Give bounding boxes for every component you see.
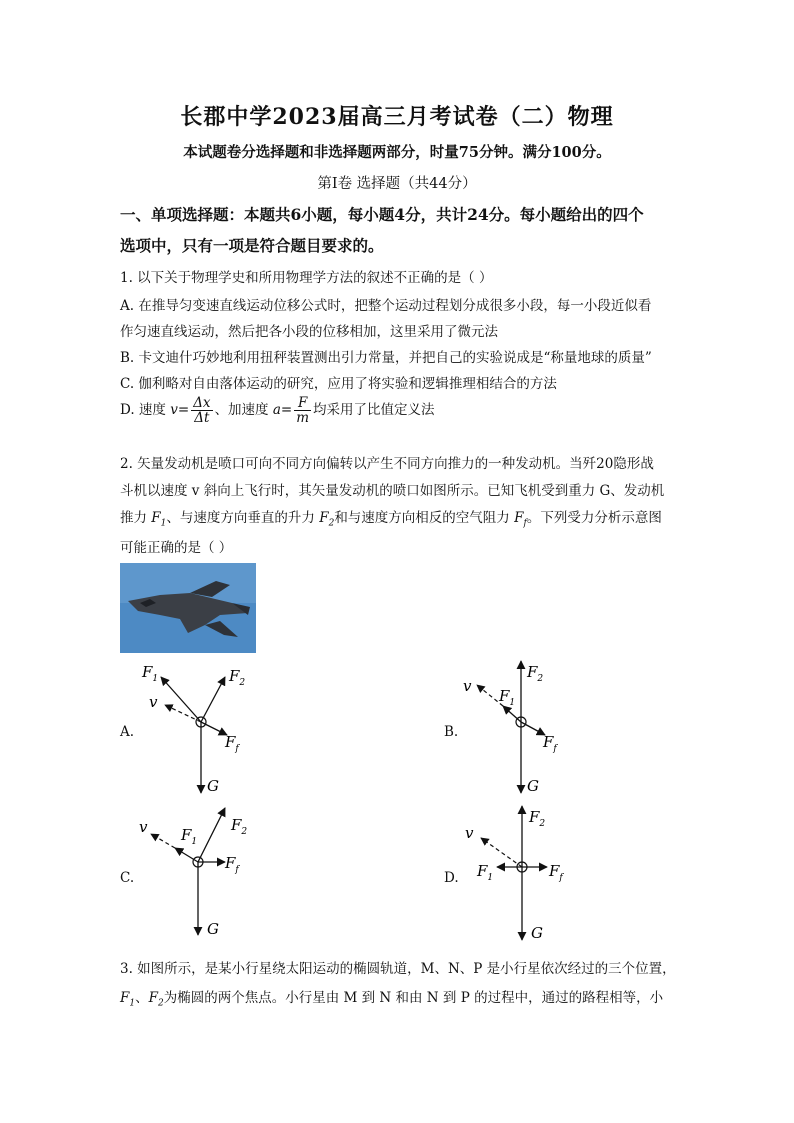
q1-d-prefix: D. 速度 (120, 402, 166, 419)
q2-option-c-label: C. (120, 870, 135, 886)
q3-line2: $F_1$、$F_2$为椭圆的两个焦点。小行星由 M 到 N 和由 N 到 P 的过程中，通过的路程相等，小 (120, 990, 664, 1009)
q2-line3-a: 推力 (120, 510, 147, 526)
svg-text:F1: $F_1$ (499, 687, 516, 708)
q1-d-suffix: 均采用了比值定义法 (313, 402, 435, 419)
q2-f1: $F_1$ (151, 510, 167, 529)
q1-d-num1: Δx (193, 395, 211, 411)
svg-text:F2: $F_2$ (529, 808, 546, 829)
svg-text:Ff: $F_f$ (225, 733, 239, 754)
force-diagram-b (455, 655, 595, 800)
q2-option-b-label: B. (444, 724, 459, 740)
svg-text:Ff: $F_f$ (549, 862, 563, 883)
q2-line3-b: 、与速度方向垂直的升力 (166, 510, 315, 526)
q1-d-v: v (170, 402, 178, 419)
q1-d-num2: F (294, 396, 311, 411)
q1-d-den2: m (296, 410, 310, 427)
q1-option-b: B. 卡文迪什巧妙地利用扭秤装置测出引力常量，并把自己的实验说成是“称量地球的质量” (120, 350, 652, 366)
q1-option-c: C. 伽利略对自由落体运动的研究，应用了将实验和逻辑推理相结合的方法 (120, 376, 557, 392)
q2-ff: $F_f$ (514, 510, 527, 529)
q3-f1: $F_1$ (120, 990, 136, 1009)
svg-text:G: G (207, 777, 219, 795)
svg-text:v: v (465, 824, 474, 842)
svg-text:G: G (207, 920, 219, 938)
svg-text:F1: $F_1$ (181, 826, 198, 847)
force-diagram-a (135, 655, 275, 800)
q1-option-a-line2: 作匀速直线运动，然后把各小段的位移相加，这里采用了微元法 (120, 324, 498, 340)
q2-f2: $F_2$ (319, 510, 335, 529)
force-diagram-d (455, 800, 595, 945)
q2-option-a-label: A. (120, 724, 135, 740)
q2-line3-d: 。下列受力分析示意图 (526, 510, 662, 526)
section-heading-line2: 选项中，只有一项是符合题目要求的。 (120, 236, 384, 255)
svg-text:v: v (463, 677, 472, 695)
q3-line2-text: 为椭圆的两个焦点。小行星由 M 到 N 和由 N 到 P 的过程中，通过的路程相等，小 (163, 990, 664, 1006)
svg-text:F2: $F_2$ (527, 663, 544, 684)
exam-instructions: 本试题卷分选择题和非选择题两部分，时量75分钟。满分100分。 (183, 144, 611, 161)
svg-text:Ff: $F_f$ (225, 854, 239, 875)
q1-d-frac-accel (294, 396, 311, 425)
part-title: 第Ⅰ卷 选择题（共44分） (317, 176, 477, 192)
q1-d-a: a (272, 402, 281, 419)
svg-text:G: G (527, 777, 539, 795)
svg-text:G: G (531, 924, 543, 942)
q1-d-frac-velocity (191, 396, 212, 425)
q2-line1: 2. 矢量发动机是喷口可向不同方向偏转以产生不同方向推力的一种发动机。当歼20隐形战 (120, 456, 654, 472)
svg-text:v: v (139, 818, 148, 836)
section-heading-line1: 一、单项选择题：本题共6小题，每小题4分，共计24分。每小题给出的四个 (120, 205, 644, 224)
q2-line2: 斗机以速度 v 斜向上飞行时，其矢量发动机的喷口如图所示。已知飞机受到重力 G、发动机 (120, 483, 665, 499)
fighter-jet-photo (120, 563, 256, 653)
q1-d-den1: Δt (194, 410, 210, 427)
force-diagram-c (135, 800, 275, 945)
page-title: 长郡中学2023届高三月考试卷（二）物理 (180, 104, 614, 130)
svg-text:F1: $F_1$ (142, 663, 159, 684)
q3-f2: $F_2$ (148, 990, 164, 1009)
q3-line1: 3. 如图所示，是某小行星绕太阳运动的椭圆轨道，M、N、P 是小行星依次经过的三个位置， (120, 961, 676, 977)
svg-text:v: v (149, 693, 158, 711)
q1-stem: 1. 以下关于物理学史和所用物理学方法的叙述不正确的是（ ） (120, 270, 493, 286)
q2-option-d-label: D. (444, 870, 459, 886)
svg-text:Ff: $F_f$ (543, 733, 557, 754)
q1-d-eq2: = (280, 402, 293, 419)
q1-d-eq1: = (177, 402, 190, 419)
q1-option-d (120, 396, 435, 425)
q1-d-mid: 、加速度 (214, 402, 269, 419)
svg-text:F2: $F_2$ (231, 816, 248, 837)
svg-text:F2: $F_2$ (229, 667, 246, 688)
q2-line3 (120, 506, 662, 529)
q2-line4: 可能正确的是（ ） (120, 540, 233, 556)
svg-text:F1: $F_1$ (477, 862, 494, 883)
q2-line3-c: 和与速度方向相反的空气阻力 (334, 510, 510, 526)
q1-option-a-line1: A. 在推导匀变速直线运动位移公式时，把整个运动过程划分成很多小段，每一小段近似看 (120, 298, 652, 314)
